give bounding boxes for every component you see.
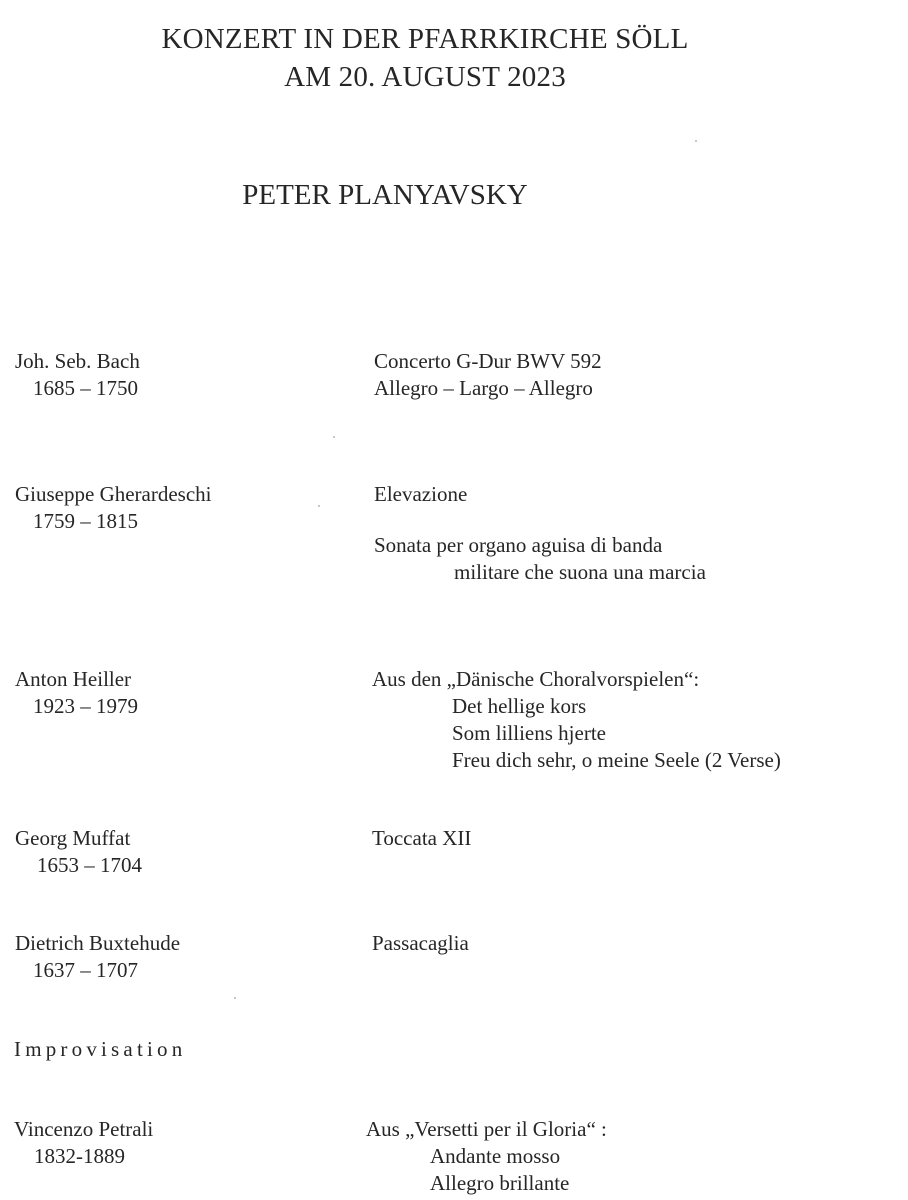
work-title-continued: militare che suona una marcia bbox=[454, 560, 706, 584]
work-title: Passacaglia bbox=[372, 931, 469, 955]
concert-date: AM 20. AUGUST 2023 bbox=[284, 61, 566, 93]
composer-heiller bbox=[15, 666, 138, 720]
work-movements: Allegro – Largo – Allegro bbox=[374, 376, 593, 400]
work-title: Sonata per organo aguisa di banda bbox=[374, 533, 663, 557]
composer-name: Anton Heiller bbox=[15, 667, 132, 691]
scan-speck bbox=[695, 140, 697, 142]
composer-muffat bbox=[15, 825, 142, 879]
composer-dates: 1653 – 1704 bbox=[37, 853, 142, 877]
composer-dates: 1923 – 1979 bbox=[33, 694, 138, 718]
works-gherardeschi bbox=[374, 481, 706, 586]
work-item: Andante mosso bbox=[430, 1144, 561, 1168]
composer-buxtehude bbox=[15, 930, 180, 984]
spacer bbox=[374, 508, 706, 532]
composer-name: Vincenzo Petrali bbox=[14, 1117, 154, 1141]
composer-dates: 1832-1889 bbox=[34, 1144, 125, 1168]
scan-speck bbox=[234, 997, 236, 999]
composer-petrali bbox=[14, 1116, 153, 1170]
works-bach bbox=[374, 348, 602, 402]
work-item: Freu dich sehr, o meine Seele (2 Verse) bbox=[452, 748, 781, 772]
composer-name: Giuseppe Gherardeschi bbox=[15, 482, 212, 506]
work-item: Som lilliens hjerte bbox=[452, 721, 606, 745]
concert-title: KONZERT IN DER PFARRKIRCHE SÖLL bbox=[161, 23, 689, 55]
works-heiller bbox=[372, 666, 781, 774]
works-petrali bbox=[366, 1116, 607, 1197]
work-title: Toccata XII bbox=[372, 826, 472, 850]
composer-name: Georg Muffat bbox=[15, 826, 131, 850]
scan-speck bbox=[318, 505, 320, 507]
composer-gherardeschi bbox=[15, 481, 212, 535]
work-title: Concerto G-Dur BWV 592 bbox=[374, 349, 602, 373]
composer-name: Dietrich Buxtehude bbox=[15, 931, 181, 955]
work-intro: Aus „Versetti per il Gloria“ : bbox=[366, 1117, 607, 1141]
works-buxtehude bbox=[372, 930, 469, 957]
composer-dates: 1685 – 1750 bbox=[33, 376, 138, 400]
work-item: Allegro brillante bbox=[430, 1171, 570, 1195]
work-title: Elevazione bbox=[374, 482, 468, 506]
composer-name: Joh. Seb. Bach bbox=[15, 349, 140, 373]
work-item: Det hellige kors bbox=[452, 694, 587, 718]
work-intro: Aus den „Dänische Choralvorspielen“: bbox=[372, 667, 700, 691]
composer-dates: 1637 – 1707 bbox=[33, 958, 138, 982]
improvisation-label: Improvisation bbox=[14, 1037, 187, 1061]
scan-speck bbox=[333, 436, 335, 438]
works-muffat bbox=[372, 825, 471, 852]
performer-name: PETER PLANYAVSKY bbox=[242, 179, 528, 211]
composer-bach bbox=[15, 348, 140, 402]
composer-dates: 1759 – 1815 bbox=[33, 509, 138, 533]
